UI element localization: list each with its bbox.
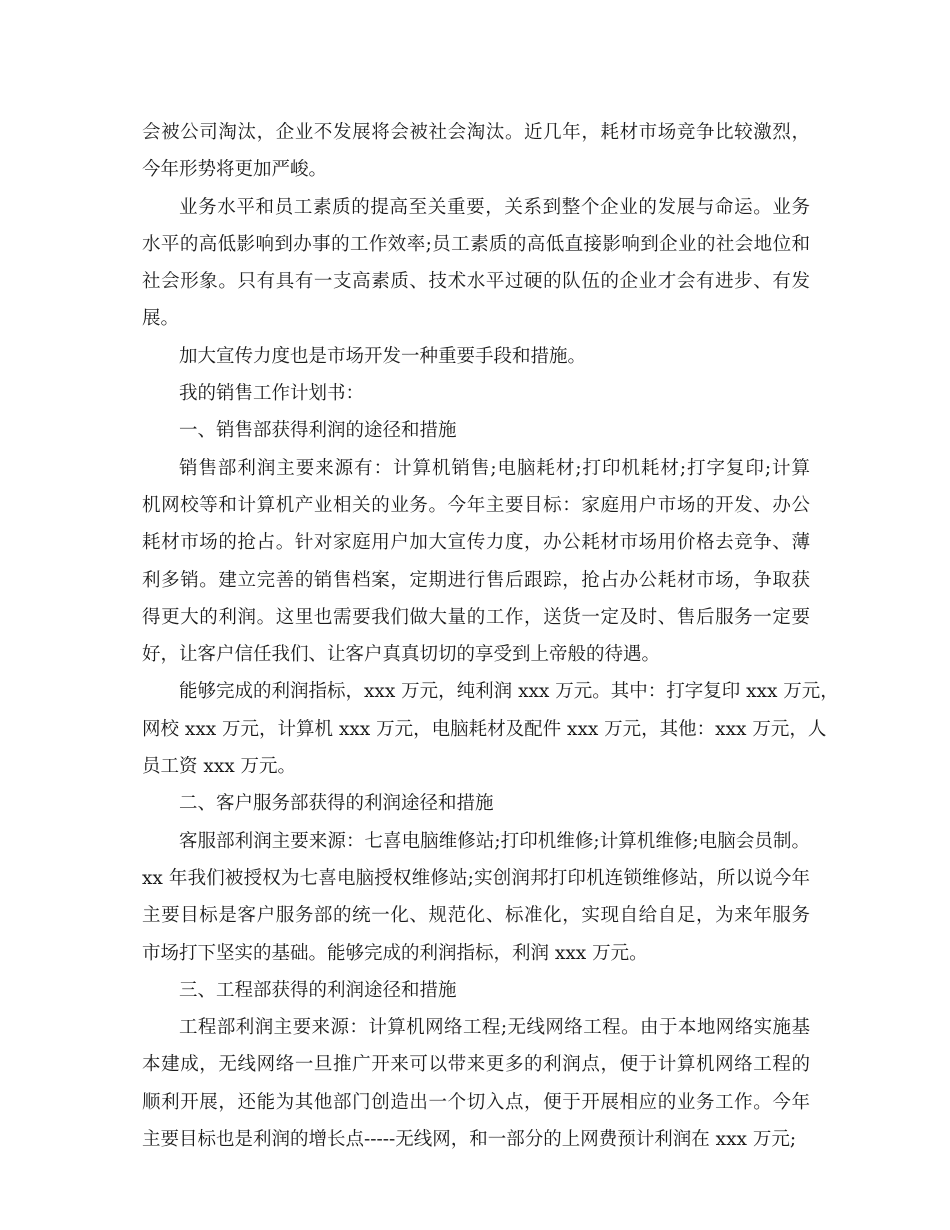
text-line: 业务水平和员工素质的提高至关重要，关系到整个企业的发展与命运。业务	[179, 196, 810, 218]
text-line: 市场打下坚实的基础。能够完成的利润指标，利润 xxx 万元。	[142, 942, 648, 964]
text-line: 二、客户服务部获得的利润途径和措施	[179, 793, 494, 815]
text-line: 展。	[142, 308, 180, 330]
text-line: 机网校等和计算机产业相关的业务。今年主要目标：家庭用户市场的开发、办公	[142, 494, 810, 516]
text-line: 一、销售部获得利润的途径和措施	[179, 420, 457, 442]
text-line: 水平的高低影响到办事的工作效率;员工素质的高低直接影响到企业的社会地位和	[142, 233, 810, 255]
text-line: 我的销售工作计划书：	[179, 383, 365, 405]
text-line: 得更大的利润。这里也需要我们做大量的工作，送货一定及时、售后服务一定要	[142, 606, 810, 628]
text-line: 社会形象。只有具有一支高素质、技术水平过硬的队伍的企业才会有进步、有发	[142, 271, 810, 293]
text-line: 主要目标是客户服务部的统一化、规范化、标准化，实现自给自足，为来年服务	[142, 905, 810, 927]
text-line: 客服部利润主要来源：七喜电脑维修站;打印机维修;计算机维修;电脑会员制。	[179, 830, 810, 852]
text-line: 工程部利润主要来源：计算机网络工程;无线网络工程。由于本地网络实施基	[179, 1017, 810, 1039]
text-line: 今年形势将更加严峻。	[142, 159, 328, 181]
text-line: xx 年我们被授权为七喜电脑授权维修站;实创润邦打印机连锁维修站，所以说今年	[142, 867, 810, 889]
text-line: 顺利开展，还能为其他部门创造出一个切入点，便于开展相应的业务工作。今年	[142, 1091, 810, 1113]
text-line: 本建成，无线网络一旦推广开来可以带来更多的利润点，便于计算机网络工程的	[142, 1054, 810, 1076]
text-line: 能够完成的利润指标，xxx 万元，纯利润 xxx 万元。其中：打字复印 xxx 万元，	[179, 681, 839, 703]
text-line: 会被公司淘汰，企业不发展将会被社会淘汰。近几年，耗材市场竞争比较激烈，	[142, 122, 810, 143]
text-line: 三、工程部获得的利润途径和措施	[179, 979, 457, 1001]
document-body	[142, 114, 839, 1158]
text-line: 网校 xxx 万元，计算机 xxx 万元，电脑耗材及配件 xxx 万元，其他：xxx 万元，人	[142, 718, 827, 740]
text-line: 主要目标也是利润的增长点-----无线网，和一部分的上网费预计利润在 xxx 万元;	[142, 1129, 797, 1151]
text-line: 销售部利润主要来源有：计算机销售;电脑耗材;打印机耗材;打字复印;计算	[179, 457, 810, 479]
text-line: 耗材市场的抢占。针对家庭用户加大宣传力度，办公耗材市场用价格去竞争、薄	[142, 532, 810, 554]
text-line: 加大宣传力度也是市场开发一种重要手段和措施。	[179, 345, 587, 367]
text-line: 员工资 xxx 万元。	[142, 756, 297, 778]
text-line: 利多销。建立完善的销售档案，定期进行售后跟踪，抢占办公耗材市场，争取获	[142, 569, 810, 591]
text-line: 好，让客户信任我们、让客户真真切切的享受到上帝般的待遇。	[142, 644, 661, 666]
